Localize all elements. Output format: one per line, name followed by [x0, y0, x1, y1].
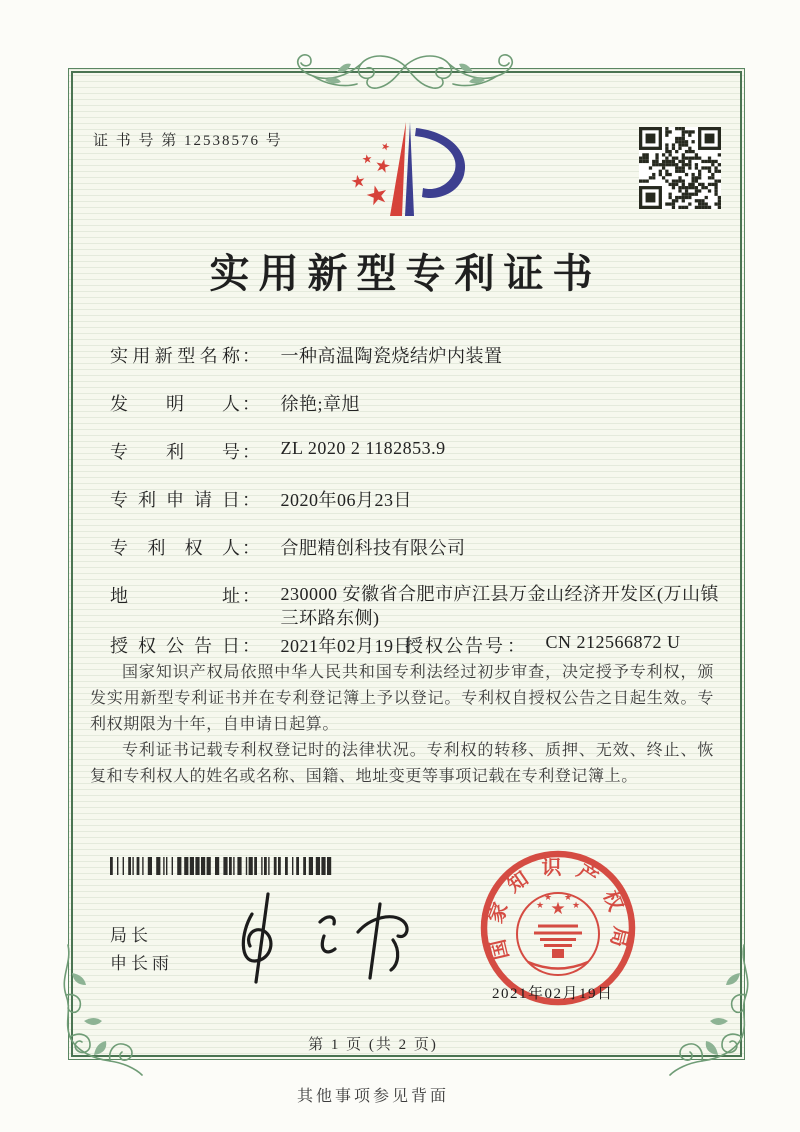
svg-text:★: ★ — [535, 901, 545, 911]
field-value: 一种高温陶瓷烧结炉内装置 — [280, 346, 503, 366]
seal-date: 2021年02月19日 — [492, 986, 614, 1002]
svg-text:★: ★ — [571, 901, 581, 911]
field-label: 专利申请日 — [110, 490, 240, 510]
field-label: 专利权人 — [110, 538, 240, 558]
field-value: 2021年02月19日 — [280, 636, 412, 656]
field-row-filing-date — [110, 486, 412, 512]
national-emblem-icon — [517, 893, 599, 975]
director-title: 局长 — [110, 926, 152, 945]
field-value: 徐艳;章旭 — [280, 394, 361, 414]
director-name: 申长雨 — [110, 954, 173, 973]
svg-text:★: ★ — [349, 170, 368, 194]
svg-text:★: ★ — [543, 893, 553, 903]
seal-text-curved: 国家知识产权局 — [484, 857, 632, 962]
field-value: 2020年06月23日 — [280, 490, 412, 510]
field-colon: ： — [242, 636, 260, 656]
field-colon: ： — [242, 394, 260, 414]
field-row-name — [110, 342, 503, 368]
field-label: 专利号 — [110, 442, 240, 462]
field-label: 发明人 — [110, 394, 240, 414]
flourish-bottom-right-icon — [667, 943, 762, 1078]
field-colon: ： — [242, 490, 260, 510]
field-label: 实用新型名称 — [110, 346, 240, 366]
field-row-patentee — [110, 534, 466, 560]
body-paragraph: 专利证书记载专利权登记时的法律状况。专利权的转移、质押、无效、终止、恢复和专利权人的姓名或名称、国籍、地址变更等事项记载在专利登记簿上。 — [90, 742, 714, 785]
field-grant-number — [405, 632, 681, 658]
svg-text:★: ★ — [360, 151, 374, 167]
back-note: 其他事项参见背面 — [296, 1088, 449, 1105]
field-value: ZL 2020 2 1182853.9 — [280, 438, 446, 458]
cnipa-logo-icon — [330, 112, 490, 222]
certificate-number: 证 书 号 第 12538576 号 — [93, 133, 283, 149]
field-value: 230000 安徽省合肥市庐江县万金山经济开发区(万山镇三环路东侧) — [280, 584, 719, 628]
barcode — [110, 857, 332, 875]
flourish-top-icon — [285, 42, 525, 94]
body-paragraph: 国家知识产权局依照中华人民共和国专利法经过初步审查，决定授予专利权，颁发实用新型专利证书并在专利登记簿上予以登记。专利权自授权公告之日起生效。专利权期限为十年，自申请日起算。 — [90, 664, 714, 733]
field-colon: ： — [242, 538, 260, 558]
field-row-address — [110, 582, 729, 630]
field-row-grant — [110, 632, 681, 658]
legal-body — [90, 660, 714, 790]
field-value: CN 212566872 U — [545, 632, 681, 652]
certificate-title: 实用新型专利证书 — [209, 251, 602, 296]
svg-text:★: ★ — [362, 178, 393, 214]
field-value: 合肥精创科技有限公司 — [280, 538, 466, 558]
svg-text:★: ★ — [372, 154, 393, 179]
field-row-inventor — [110, 390, 360, 416]
field-colon: ： — [507, 636, 525, 656]
svg-text:★: ★ — [563, 893, 573, 903]
handwritten-signature — [222, 876, 422, 986]
svg-text:★: ★ — [550, 899, 566, 919]
field-label: 地址 — [110, 586, 240, 606]
svg-text:★: ★ — [379, 140, 392, 155]
field-row-patent-no — [110, 438, 446, 464]
field-label: 授权公告日 — [110, 636, 240, 656]
page-footer: 第 1 页 (共 2 页) — [308, 1037, 438, 1053]
field-label: 授权公告号 — [405, 636, 505, 656]
qr-code — [639, 127, 721, 209]
field-colon: ： — [242, 346, 260, 366]
field-colon: ： — [242, 586, 260, 606]
field-colon: ： — [242, 442, 260, 462]
